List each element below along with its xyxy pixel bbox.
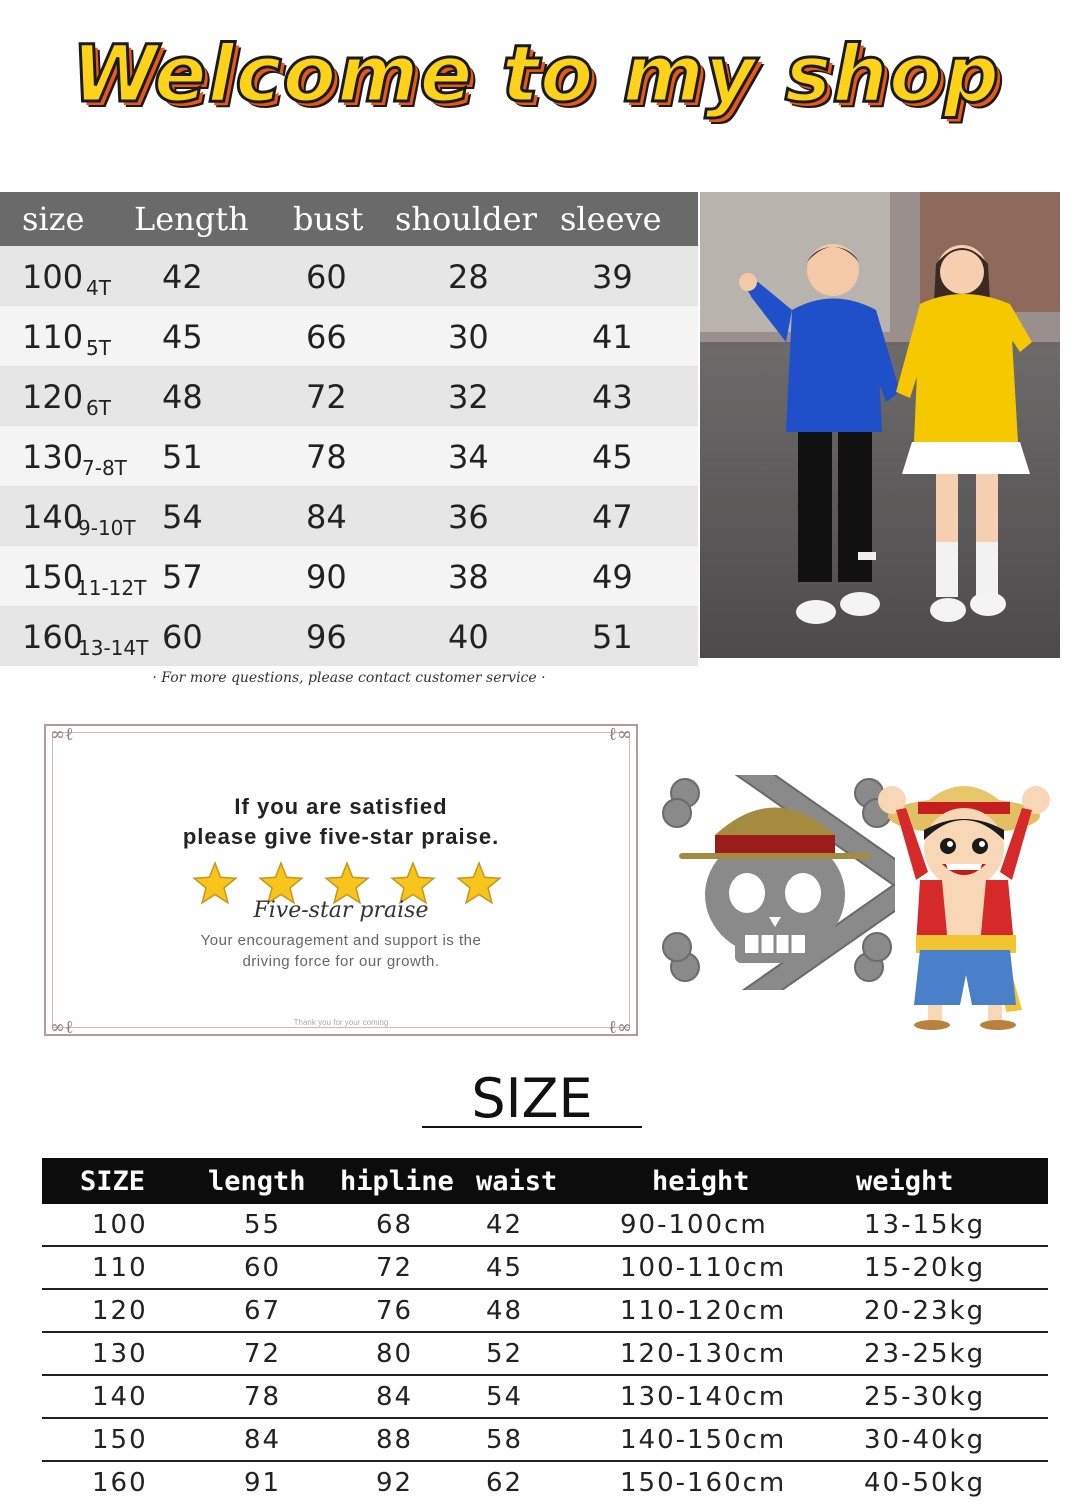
cell-sleeve: 43 (592, 378, 633, 416)
cell-shoulder: 40 (448, 618, 489, 656)
cell-waist: 54 (486, 1382, 524, 1412)
header-sleeve: sleeve (560, 200, 662, 238)
table-row (42, 1290, 1048, 1333)
cell-height: 100-110cm (620, 1253, 787, 1283)
praise-title-line1: If you are satisfied (234, 794, 448, 819)
header-length: Length (134, 200, 249, 238)
table-row (42, 1419, 1048, 1462)
star-icon (392, 863, 434, 903)
cell-length: 60 (162, 618, 203, 656)
corner-flourish-icon: ∞ℓ (50, 724, 74, 745)
corner-flourish-icon: ℓ∞ (608, 724, 632, 745)
table-row (0, 306, 698, 366)
cell-hipline: 92 (376, 1468, 414, 1498)
cell-size: 150 (92, 1425, 148, 1455)
cell-waist: 45 (486, 1253, 524, 1283)
cell-size: 120 (22, 378, 84, 416)
cell-shoulder: 38 (448, 558, 489, 596)
cell-sleeve: 49 (592, 558, 633, 596)
cell-hipline: 76 (376, 1296, 414, 1326)
cell-age: 4T (86, 276, 111, 300)
welcome-banner (0, 0, 1072, 150)
cell-waist: 48 (486, 1296, 524, 1326)
cell-bust: 66 (306, 318, 347, 356)
cell-length: 91 (244, 1468, 282, 1498)
cell-bust: 96 (306, 618, 347, 656)
header-shoulder: shoulder (395, 200, 537, 238)
cell-waist: 58 (486, 1425, 524, 1455)
star-icon (260, 863, 302, 903)
cell-hipline: 72 (376, 1253, 414, 1283)
cell-bust: 60 (306, 258, 347, 296)
cell-size: 150 (22, 558, 84, 596)
cell-size: 110 (92, 1253, 148, 1283)
cell-height: 90-100cm (620, 1210, 768, 1240)
cell-height: 130-140cm (620, 1382, 787, 1412)
table-row (0, 366, 698, 426)
cell-hipline: 84 (376, 1382, 414, 1412)
table-row (0, 426, 698, 486)
star-icon (458, 863, 500, 903)
cell-age: 11-12T (76, 576, 147, 600)
praise-title-line2: please give five-star praise. (182, 824, 500, 849)
size-chart-bottom-header (42, 1158, 1048, 1204)
cell-height: 150-160cm (620, 1468, 787, 1498)
cell-weight: 15-20kg (864, 1253, 986, 1283)
cell-age: 5T (86, 336, 111, 360)
cell-length: 42 (162, 258, 203, 296)
corner-flourish-icon: ℓ∞ (608, 1017, 632, 1038)
cell-shoulder: 32 (448, 378, 489, 416)
cell-height: 140-150cm (620, 1425, 787, 1455)
five-star-praise-card (44, 724, 638, 1036)
header-size: size (22, 200, 85, 238)
cell-height: 120-130cm (620, 1339, 787, 1369)
cell-size: 160 (22, 618, 84, 656)
star-icon (194, 863, 236, 903)
size-chart-top (0, 192, 698, 666)
cell-length: 45 (162, 318, 203, 356)
cell-sleeve: 51 (592, 618, 633, 656)
cell-shoulder: 30 (448, 318, 489, 356)
cell-size: 130 (92, 1339, 148, 1369)
cell-hipline: 68 (376, 1210, 414, 1240)
table-row (42, 1204, 1048, 1247)
cell-age: 6T (86, 396, 111, 420)
contact-footnote: · For more questions, please contact customer service · (152, 670, 546, 686)
cell-sleeve: 47 (592, 498, 633, 536)
banner-title: Welcome to my shop (71, 30, 1001, 120)
cell-size: 140 (22, 498, 84, 536)
cell-sleeve: 39 (592, 258, 633, 296)
cell-sleeve: 45 (592, 438, 633, 476)
cell-weight: 30-40kg (864, 1425, 986, 1455)
star-icon (326, 863, 368, 903)
cell-weight: 40-50kg (864, 1468, 986, 1498)
cell-waist: 62 (486, 1468, 524, 1498)
cell-length: 84 (244, 1425, 282, 1455)
header-length: length (208, 1166, 306, 1197)
praise-line1: Your encouragement and support is the (200, 932, 482, 949)
kids-hoodie-photo (700, 192, 1060, 658)
table-row (0, 546, 698, 606)
cell-bust: 84 (306, 498, 347, 536)
table-row (42, 1333, 1048, 1376)
cell-hipline: 80 (376, 1339, 414, 1369)
cell-length: 51 (162, 438, 203, 476)
cell-shoulder: 28 (448, 258, 489, 296)
cell-shoulder: 34 (448, 438, 489, 476)
cell-weight: 23-25kg (864, 1339, 986, 1369)
table-row (42, 1376, 1048, 1419)
cell-hipline: 88 (376, 1425, 414, 1455)
cell-length: 78 (244, 1382, 282, 1412)
cell-length: 55 (244, 1210, 282, 1240)
cell-size: 110 (22, 318, 84, 356)
cell-size: 120 (92, 1296, 148, 1326)
cell-size: 130 (22, 438, 84, 476)
cell-size: 100 (92, 1210, 148, 1240)
cell-size: 160 (92, 1468, 148, 1498)
cell-size: 100 (22, 258, 84, 296)
size-chart-bottom (42, 1158, 1048, 1503)
praise-line2: driving force for our growth. (242, 953, 440, 970)
corner-flourish-icon: ∞ℓ (50, 1017, 74, 1038)
size-chart-top-header (0, 192, 698, 246)
table-row (0, 486, 698, 546)
cell-length: 48 (162, 378, 203, 416)
table-row (42, 1247, 1048, 1290)
cell-waist: 42 (486, 1210, 524, 1240)
thank-you-note: Thank you for your coming (293, 1018, 389, 1027)
cartoon-pirate-character (876, 760, 1056, 1030)
cell-bust: 78 (306, 438, 347, 476)
header-size: SIZE (80, 1166, 146, 1197)
cell-height: 110-120cm (620, 1296, 787, 1326)
cell-age: 13-14T (78, 636, 149, 660)
cell-length: 54 (162, 498, 203, 536)
table-row (42, 1462, 1048, 1503)
header-bust: bust (293, 200, 364, 238)
header-height: height (652, 1166, 750, 1197)
cell-waist: 52 (486, 1339, 524, 1369)
cell-bust: 90 (306, 558, 347, 596)
cell-age: 7-8T (82, 456, 127, 480)
size-heading: SIZE (422, 1064, 642, 1128)
cell-length: 57 (162, 558, 203, 596)
header-weight: weight (856, 1166, 954, 1197)
cell-age: 9-10T (78, 516, 136, 540)
cell-length: 60 (244, 1253, 282, 1283)
header-waist: waist (476, 1166, 558, 1197)
table-row (0, 246, 698, 306)
cell-weight: 20-23kg (864, 1296, 986, 1326)
praise-script: Five-star praise (253, 898, 429, 923)
cell-length: 67 (244, 1296, 282, 1326)
cell-size: 140 (92, 1382, 148, 1412)
cell-shoulder: 36 (448, 498, 489, 536)
straw-hat-skull-icon (655, 775, 895, 990)
cell-length: 72 (244, 1339, 282, 1369)
cell-weight: 25-30kg (864, 1382, 986, 1412)
cell-sleeve: 41 (592, 318, 633, 356)
header-hipline: hipline (340, 1166, 454, 1197)
cell-bust: 72 (306, 378, 347, 416)
cell-weight: 13-15kg (864, 1210, 986, 1240)
table-row (0, 606, 698, 666)
